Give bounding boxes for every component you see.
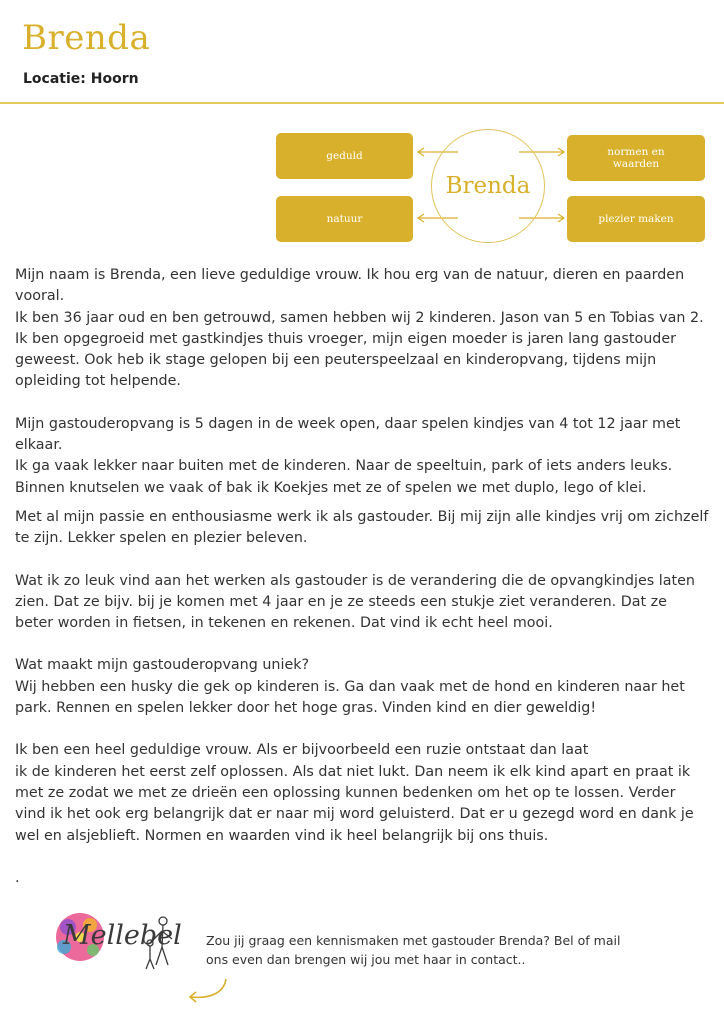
- location-label: Locatie: Hoorn: [23, 71, 139, 87]
- paragraph-patience: ik de kinderen het eerst zelf oplossen. Als dat niet lukt. Dan neem ik elk kind apart en praat ik met ze zodat we met ze drieën een oplossing kunnen bedenken om het op te lossen. Verder vind ik het ook erg belangrijk dat er naar mij word geluisterd. Dat er u gezegd word en dank je wel en alsjeblieft. Normen en waarden vind ik heel belangrijk bij ons thuis.: [15, 763, 694, 844]
- paragraph-intro: Mijn naam is Brenda, een lieve geduldige vrouw. Ik hou erg van de natuur, dieren en paarden vooral.: [15, 267, 685, 305]
- paragraph-passion: Met al mijn passie en enthousiasme werk ik als gastouder. Bij mij zijn alle kindjes vrij om zichzelf te zijn. Lekker spelen en plezier beleven.: [15, 508, 709, 547]
- cta-line-2: ons even dan brengen wij jou met haar in contact..: [206, 952, 526, 967]
- paragraph-opening-days: Mijn gastouderopvang is 5 dagen in de week open, daar spelen kindjes van 4 tot 12 jaar met elkaar.: [15, 415, 681, 454]
- paragraph-dot: .: [15, 869, 20, 886]
- diagram-center-name: Brenda: [431, 129, 545, 243]
- page-title: Brenda: [22, 18, 151, 58]
- body-text: [15, 265, 709, 889]
- trait-box-natuur: natuur: [276, 196, 413, 242]
- paragraph-family: Ik ben 36 jaar oud en ben getrouwd, samen hebben wij 2 kinderen. Jason van 5 en Tobias van 2. Ik ben opgegroeid met gastkindjes thuis vroeger, mijn eigen moeder is jaren lang gastouder geweest. Ook heb ik stage gelopen bij een peuterspeelzaal en kinderopvang, tijdens mijn opleiding tot helpende.: [15, 309, 704, 390]
- paragraph-growth: Wat ik zo leuk vind aan het werken als gastouder is de verandering die de opvangkindjes laten zien. Dat ze bijv. bij je komen met 4 jaar en je ze steeds een stukje ziet veranderen. Dat ze beter worden in fietsen, in tekenen en rekenen. Dat vind ik echt heel mooi.: [15, 572, 695, 632]
- logo-wordmark: Mellebel: [63, 920, 182, 951]
- contact-call-to-action: [206, 931, 666, 969]
- trait-box-plezier: plezier maken: [567, 196, 705, 242]
- paragraph-husky: Wij hebben een husky die gek op kinderen is. Ga dan vaak met de hond en kinderen naar het park. Rennen en spelen lekker door het hoge gras. Vinden kind en dier geweldig!: [15, 678, 685, 717]
- trait-box-normen-waarden: normen en waarden: [567, 135, 705, 181]
- cta-line-1: Zou jij graag een kennismaken met gastouder Brenda? Bel of mail: [206, 933, 621, 948]
- curved-arrow-icon: [180, 975, 230, 1005]
- paragraph-activities: Ik ga vaak lekker naar buiten met de kinderen. Naar de speeltuin, park of iets anders leuks. Binnen knutselen we vaak of bak ik Koekjes met ze of spelen we met duplo, lego of klei.: [15, 458, 673, 496]
- trait-box-geduld: geduld: [276, 133, 413, 179]
- paragraph-unique-question: Wat maakt mijn gastouderopvang uniek?: [15, 657, 310, 674]
- paragraph-patience-lead: Ik ben een heel geduldige vrouw. Als er bijvoorbeeld een ruzie ontstaat dan laat: [15, 742, 589, 759]
